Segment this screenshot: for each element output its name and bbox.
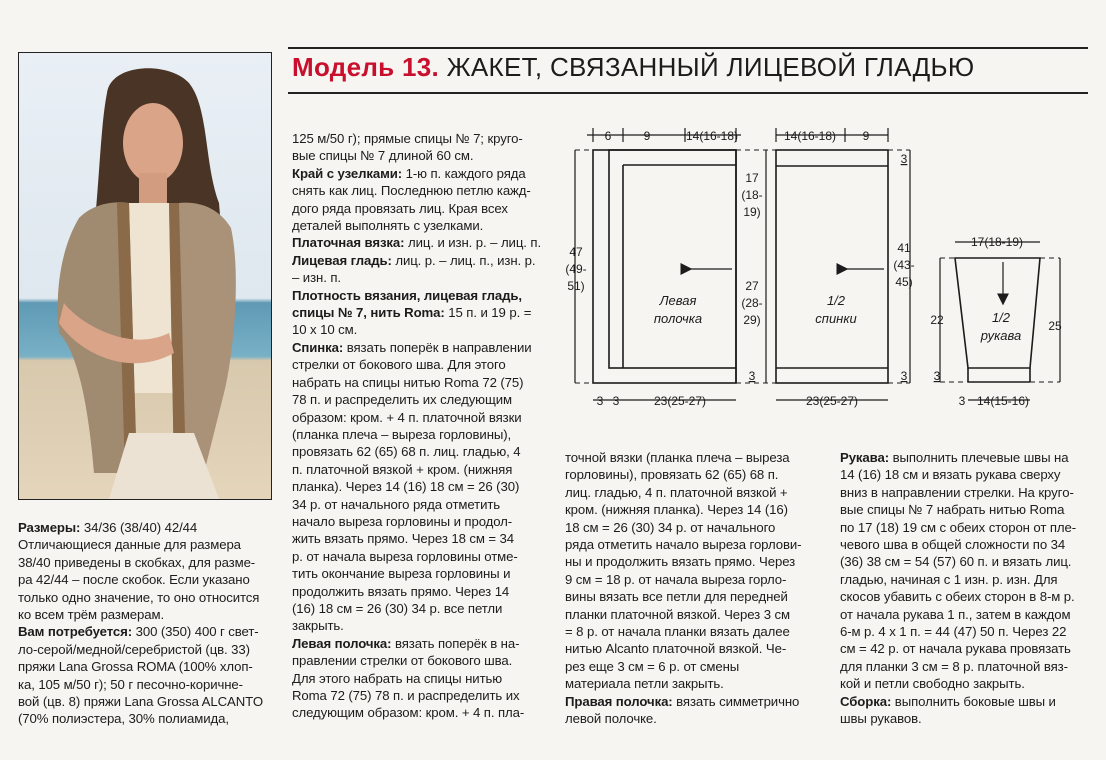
text-line bbox=[840, 710, 1076, 727]
section-label: спицы № 7, нить Roma: bbox=[292, 305, 445, 321]
label-back-1: 1/2 bbox=[826, 293, 846, 308]
section-label: Платочная вязка: bbox=[292, 235, 405, 251]
label-front-1: Левая bbox=[659, 293, 697, 308]
text-line bbox=[565, 710, 801, 727]
text-line bbox=[565, 449, 801, 466]
section-label: Плотность вязания, лицевая гладь, bbox=[292, 287, 522, 303]
text-line bbox=[292, 200, 541, 217]
line-text: точной вязки (планка плеча – выреза bbox=[565, 450, 790, 465]
model-number: Модель 13. bbox=[292, 52, 440, 82]
dim-front-bottom-3a: 3 bbox=[596, 394, 604, 408]
line-text: 6-м р. 4 х 1 п. = 44 (47) 50 п. Через 22 bbox=[840, 624, 1067, 640]
text-line bbox=[565, 466, 801, 483]
dim-sleeve-height-left: 22 bbox=[930, 313, 944, 327]
text-line bbox=[292, 635, 541, 652]
text-line bbox=[565, 571, 801, 588]
line-text: (70% полиэстера, 30% полиамида, bbox=[18, 711, 229, 727]
line-text: = 8 р. от начала планки вязать далее bbox=[565, 624, 790, 640]
line-text: начало выреза горловины и продол- bbox=[292, 513, 513, 529]
line-text: планки платочной вязкой. Через 3 см bbox=[565, 606, 790, 622]
text-line bbox=[292, 321, 541, 338]
line-text: пряжи Lana Grossa ROMA (100% хлоп- bbox=[18, 659, 253, 675]
text-line bbox=[840, 501, 1076, 518]
text-line bbox=[292, 182, 541, 199]
text-line bbox=[292, 147, 541, 164]
line-text: 15 п. и 19 р. = bbox=[444, 305, 532, 321]
line-text: ло-серой/медной/серебристой (цв. 33) bbox=[18, 641, 250, 657]
text-line bbox=[292, 478, 541, 495]
line-text: 10 х 10 см. bbox=[292, 322, 358, 338]
line-text: 1-ю п. каждого ряда bbox=[402, 165, 526, 181]
text-line bbox=[292, 252, 541, 269]
line-text: от начала рукава 1 п., затем в каждом bbox=[840, 606, 1071, 622]
text-line bbox=[292, 234, 541, 251]
text-line bbox=[840, 553, 1076, 570]
line-text: планка). Через 14 (16) 18 см = 26 (30) bbox=[292, 479, 520, 495]
dim-front-bottom-3b: 3 bbox=[612, 394, 620, 408]
text-line bbox=[565, 588, 801, 605]
title-rule-top bbox=[288, 47, 1088, 49]
line-text: – изн. п. bbox=[292, 270, 341, 286]
text-line bbox=[292, 339, 541, 356]
line-text: вязать поперёк в направлении bbox=[343, 339, 532, 355]
dim-front-height-1: 47 bbox=[569, 245, 583, 259]
text-line bbox=[565, 675, 801, 692]
line-text: следующим образом: кром. + 4 п. пла- bbox=[292, 705, 525, 721]
line-text: ко всем трём размерам. bbox=[18, 607, 165, 623]
line-text: ка, 105 м/50 г); 50 г песочно-коричне- bbox=[18, 676, 243, 692]
text-line bbox=[292, 409, 541, 426]
text-line bbox=[840, 484, 1076, 501]
text-line bbox=[18, 606, 263, 623]
line-text: чевого шва в общей сложности по 34 bbox=[840, 537, 1066, 553]
line-text: п. платочной вязкой + кром. (нижняя bbox=[292, 461, 513, 477]
text-line bbox=[840, 519, 1076, 536]
line-text: тить окончание выреза горловины и bbox=[292, 566, 511, 582]
line-text: швы рукавов. bbox=[840, 711, 922, 727]
text-line bbox=[292, 130, 541, 147]
line-text: горловины), провязать 62 (65) 68 п. bbox=[565, 467, 779, 483]
line-text: дого ряда провязать лиц. Края всех bbox=[292, 200, 508, 216]
text-line bbox=[292, 617, 541, 634]
text-line bbox=[840, 536, 1076, 553]
dim-back-bottom-width: 23(25-27) bbox=[805, 394, 859, 408]
line-text: 14 (16) 18 см и вязать рукава сверху bbox=[840, 467, 1061, 483]
line-text: выполнить плечевые швы на bbox=[889, 450, 1069, 465]
model-illustration bbox=[19, 53, 271, 499]
section-label: Вам потребуется: bbox=[18, 624, 133, 640]
line-text: лиц. р. – лиц. п., изн. р. bbox=[391, 252, 536, 268]
line-text: 38/40 приведены в скобках, для разме- bbox=[18, 554, 256, 570]
line-text: вниз в направлении стрелки. На кругo- bbox=[840, 484, 1074, 500]
dim-back-height-3: 45) bbox=[895, 275, 913, 289]
line-text: Для этого набрать на спицы нитью bbox=[292, 670, 503, 686]
label-back-2: спинки bbox=[815, 311, 857, 326]
line-text: 78 п. и распределить их следующим bbox=[292, 392, 512, 408]
line-text: стрелки от бокового шва. Для этого bbox=[292, 357, 506, 373]
label-sleeve-1: 1/2 bbox=[991, 310, 1011, 325]
section-label: Рукава: bbox=[840, 450, 890, 465]
text-line bbox=[292, 269, 541, 286]
title-rule-bottom bbox=[288, 92, 1088, 94]
text-line bbox=[292, 600, 541, 617]
text-line bbox=[18, 571, 263, 588]
text-line bbox=[840, 466, 1076, 483]
text-line bbox=[840, 693, 1076, 710]
dim-front-lower-1: 27 bbox=[745, 279, 759, 293]
text-line bbox=[840, 658, 1076, 675]
dim-front-height-2: (49- bbox=[565, 262, 587, 276]
text-line bbox=[840, 675, 1076, 692]
section-label: Лицевая гладь: bbox=[292, 252, 392, 268]
text-line bbox=[565, 484, 801, 501]
text-line bbox=[565, 519, 801, 536]
line-text: гладью, начиная с 1 изн. р. изн. Для bbox=[840, 571, 1058, 587]
section-label: Край с узелками: bbox=[292, 165, 403, 181]
text-line bbox=[292, 530, 541, 547]
line-text: закрыть. bbox=[292, 618, 344, 634]
text-column-1 bbox=[18, 519, 263, 728]
line-text: набрать на спицы нитью Roma 72 (75) bbox=[292, 374, 524, 390]
text-line bbox=[292, 374, 541, 391]
text-column-4 bbox=[840, 449, 1076, 728]
line-text: 125 м/50 г); прямые спицы № 7; круго- bbox=[292, 131, 523, 146]
section-label: Спинка: bbox=[292, 339, 344, 355]
line-text: вины вязать все петли для передней bbox=[565, 589, 788, 605]
label-front-2: полочка bbox=[653, 311, 703, 326]
dim-back-band-top: 3 bbox=[900, 152, 908, 166]
text-line bbox=[18, 519, 263, 536]
dim-sleeve-bottom-3: 3 bbox=[958, 394, 966, 408]
label-sleeve-2: рукава bbox=[980, 328, 1022, 343]
text-line bbox=[292, 217, 541, 234]
text-line bbox=[18, 589, 263, 606]
line-text: материала петли закрыть. bbox=[565, 676, 724, 692]
line-text: вязать поперёк в на- bbox=[391, 635, 520, 651]
line-text: кой и петли свободно закрыть. bbox=[840, 676, 1025, 692]
line-text: вые спицы № 7 набрать нитью Roma bbox=[840, 502, 1065, 518]
section-label: Сборка: bbox=[840, 693, 892, 709]
line-text: Roma 72 (75) 78 п. и распределить их bbox=[292, 688, 520, 703]
line-text: 300 (350) 400 г свет- bbox=[132, 624, 259, 640]
line-text: р. от начала выреза горловины отме- bbox=[292, 548, 518, 564]
text-line bbox=[18, 536, 263, 553]
line-text: лиц. и изн. р. – лиц. п. bbox=[404, 235, 542, 251]
dim-front-bottom-width: 23(25-27) bbox=[653, 394, 707, 408]
dim-front-lower-2: (28- bbox=[741, 296, 763, 310]
dim-back-top-width: 14(16-18) bbox=[783, 129, 837, 143]
line-text: скосов убавить с обеих сторон в 8-м р. bbox=[840, 589, 1075, 605]
text-line bbox=[840, 640, 1076, 657]
line-text: вой (цв. 8) пряжи Lana Grossa ALCANTO bbox=[18, 694, 264, 710]
line-text: 34 р. от начального ряда отметить bbox=[292, 496, 501, 512]
line-text: по 17 (18) 19 см с обеих сторон от пле- bbox=[840, 519, 1077, 535]
dim-front-upper-2: (18- bbox=[741, 188, 763, 202]
page-title bbox=[292, 52, 974, 83]
text-line bbox=[840, 606, 1076, 623]
model-photo bbox=[18, 52, 272, 500]
dim-front-lower-3: 29) bbox=[743, 313, 761, 327]
text-column-3 bbox=[565, 449, 801, 728]
dim-front-upper-1: 17 bbox=[745, 171, 759, 185]
text-line bbox=[292, 391, 541, 408]
text-line bbox=[840, 571, 1076, 588]
text-line bbox=[292, 287, 541, 304]
text-line bbox=[292, 565, 541, 582]
text-line bbox=[292, 670, 541, 687]
line-text: ра 42/44 – после скобок. Если указано bbox=[18, 572, 250, 588]
line-text: лиц. гладью, 4 п. платочной вязкой + bbox=[565, 484, 788, 500]
line-text: деталей выполнять с узелками. bbox=[292, 218, 484, 234]
line-text: 34/36 (38/40) 42/44 bbox=[80, 520, 198, 535]
line-text: выполнить боковые швы и bbox=[891, 693, 1056, 709]
text-line bbox=[292, 583, 541, 600]
text-line bbox=[292, 443, 541, 460]
line-text: для планки 3 см = 8 р. платочной вяз- bbox=[840, 658, 1068, 674]
dim-sleeve-band: 3 bbox=[933, 369, 941, 383]
text-line bbox=[292, 687, 541, 704]
line-text: образом: кром. + 4 п. платочной вязки bbox=[292, 409, 522, 425]
text-line bbox=[565, 553, 801, 570]
text-line bbox=[565, 623, 801, 640]
text-line bbox=[292, 356, 541, 373]
text-line bbox=[292, 652, 541, 669]
line-text: ряда отметить начало выреза горлови- bbox=[565, 537, 802, 553]
text-line bbox=[18, 710, 263, 727]
text-column-2 bbox=[292, 130, 541, 722]
text-line bbox=[565, 658, 801, 675]
text-line bbox=[840, 623, 1076, 640]
dim-front-upper-3: 19) bbox=[743, 205, 761, 219]
dim-back-band-bottom: 3 bbox=[900, 369, 908, 383]
text-line bbox=[565, 606, 801, 623]
text-line bbox=[292, 704, 541, 721]
line-text: см = 42 р. от начала рукава провязать bbox=[840, 641, 1071, 657]
line-text: правлении стрелки от бокового шва. bbox=[292, 653, 513, 669]
text-line bbox=[840, 588, 1076, 605]
text-line bbox=[565, 501, 801, 518]
text-line bbox=[292, 461, 541, 478]
dim-front-top-width: 14(16-18) bbox=[685, 129, 739, 143]
line-text: продолжить вязать прямо. Через 14 bbox=[292, 583, 510, 599]
text-line bbox=[565, 536, 801, 553]
text-line bbox=[18, 693, 263, 710]
line-text: кром. (нижняя планка). Через 14 (16) bbox=[565, 502, 788, 518]
line-text: вые спицы № 7 длиной 60 см. bbox=[292, 148, 474, 164]
line-text: Отличающиеся данные для размера bbox=[18, 537, 241, 553]
dim-back-height-1: 41 bbox=[897, 241, 911, 255]
line-text: вязать симметрично bbox=[672, 693, 800, 709]
line-text: снять как лиц. Последнюю петлю кажд- bbox=[292, 183, 531, 199]
text-line bbox=[292, 165, 541, 182]
text-line bbox=[292, 548, 541, 565]
line-text: 9 см = 18 р. от начала выреза горло- bbox=[565, 571, 787, 587]
line-text: (36) 38 см = 54 (57) 60 п. и вязать лиц. bbox=[840, 554, 1072, 570]
knitting-schematic bbox=[560, 120, 1090, 415]
text-line bbox=[18, 554, 263, 571]
section-label: Размеры: bbox=[18, 520, 81, 535]
text-line bbox=[292, 496, 541, 513]
line-text: (16) 18 см = 26 (30) 34 р. все петли bbox=[292, 600, 503, 616]
line-text: провязать 62 (65) 68 п. лиц. гладью, 4 bbox=[292, 444, 521, 460]
dim-front-band: 3 bbox=[748, 369, 756, 383]
dim-sleeve-height-right: 25 bbox=[1048, 319, 1062, 333]
dim-front-height-3: 51) bbox=[567, 279, 585, 293]
line-text: ны и продолжить вязать прямо. Через bbox=[565, 554, 796, 570]
line-text: левой полочке. bbox=[565, 711, 657, 727]
text-line bbox=[18, 641, 263, 658]
text-line bbox=[18, 658, 263, 675]
line-text: только одно значение, то оно относится bbox=[18, 589, 260, 605]
section-label: Левая полочка: bbox=[292, 635, 392, 651]
text-line bbox=[565, 640, 801, 657]
text-line bbox=[18, 623, 263, 640]
line-text: 18 см = 26 (30) 34 р. от начального bbox=[565, 519, 776, 535]
dim-sleeve-bottom-width: 14(15-16) bbox=[976, 394, 1030, 408]
text-line bbox=[840, 449, 1076, 466]
text-line bbox=[292, 513, 541, 530]
line-text: жить вязать прямо. Через 18 см = 34 bbox=[292, 531, 515, 547]
text-line bbox=[565, 693, 801, 710]
text-line bbox=[292, 426, 541, 443]
text-line bbox=[292, 304, 541, 321]
text-line bbox=[18, 676, 263, 693]
line-text: (планка плеча – выреза горловины), bbox=[292, 426, 512, 442]
dim-front-top-6: 6 bbox=[604, 129, 612, 143]
dim-back-top-9: 9 bbox=[862, 129, 870, 143]
model-name: ЖАКЕТ, СВЯЗАННЫЙ ЛИЦЕВОЙ ГЛАДЬЮ bbox=[446, 52, 975, 82]
section-label: Правая полочка: bbox=[565, 693, 673, 709]
line-text: рез еще 3 см = 6 р. от смены bbox=[565, 658, 740, 674]
dim-back-height-2: (43- bbox=[893, 258, 915, 272]
dim-front-top-9: 9 bbox=[643, 129, 651, 143]
dim-sleeve-top-width: 17(18-19) bbox=[970, 235, 1024, 249]
line-text: нитью Alcanto платочной вязкой. Че- bbox=[565, 641, 787, 657]
